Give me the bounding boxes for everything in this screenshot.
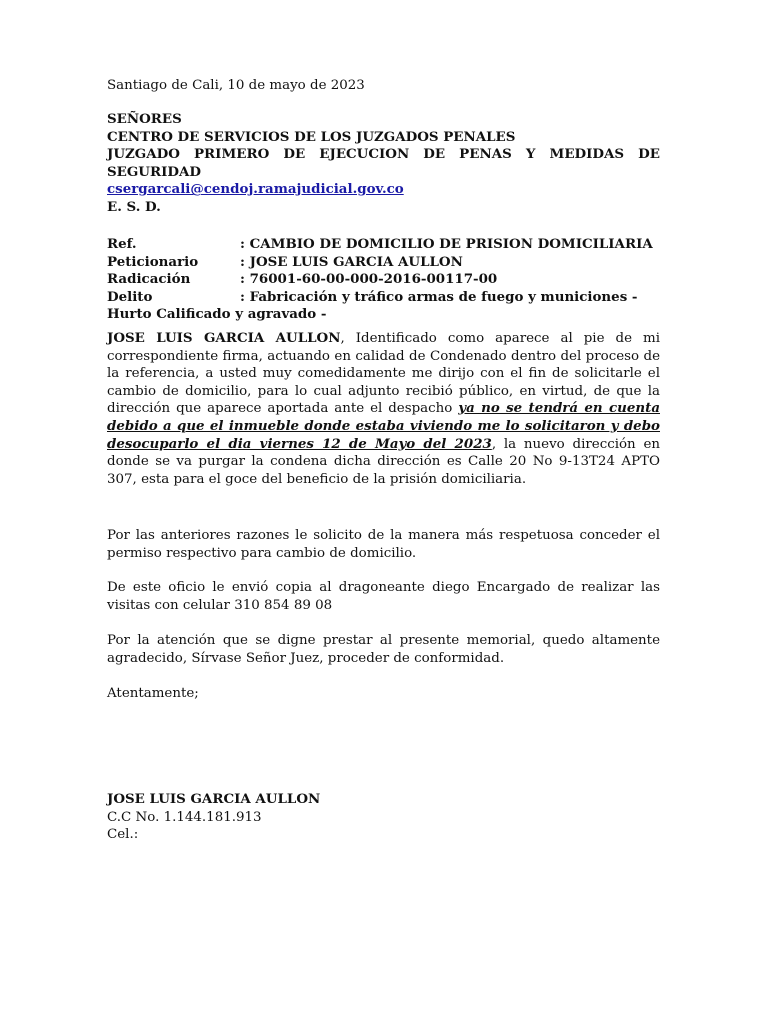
signature-id: C.C No. 1.144.181.913 — [107, 809, 262, 825]
recipient-block — [107, 111, 660, 217]
paragraph-2: Por las anteriores razones le solicito de la manera más respetuosa conceder el permiso respectivo para cambio de domicilio. — [107, 528, 660, 561]
delito-value: : Fabricación y tráfico armas de fuego y municiones - — [240, 288, 638, 305]
delito-row — [107, 289, 660, 307]
salutation: SEÑORES — [107, 111, 182, 127]
email-link[interactable]: csergarcali@cendoj.ramajudicial.gov.co — [107, 181, 404, 198]
delito-continuation: Hurto Calificado y agravado - — [107, 306, 327, 323]
recipient-email[interactable] — [107, 181, 660, 199]
signature-name: JOSE LUIS GARCIA AULLON — [107, 791, 321, 807]
ref-label: Ref. — [107, 236, 137, 252]
peticionario-row — [107, 254, 660, 272]
p1-text-a: , Identificado como aparece al pie de mi correspondiente firma, actuando en calidad de Condenado dentro del proceso de la referencia, a usted muy comedidamente me dirijo con el fin de solicitarle el cambio de domicilio, para lo cual adjunto recibió público, en virtud, de que la dirección que aparece aportada ante el despacho — [107, 331, 660, 417]
recipient-line-1: CENTRO DE SERVICIOS DE LOS JUZGADOS PENALES — [107, 128, 516, 145]
ref-row — [107, 236, 660, 254]
reference-block — [107, 236, 660, 324]
recipient-line-2a: JUZGADO PRIMERO DE EJECUCION DE PENAS Y MEDIDAS DE — [107, 146, 660, 163]
radicacion-value: : 76001-60-00-000-2016-00117-00 — [240, 271, 498, 288]
paragraph-1 — [107, 330, 660, 488]
closing: Atentamente; — [107, 686, 199, 701]
peticionario-value: : JOSE LUIS GARCIA AULLON — [240, 253, 463, 270]
radicacion-label: Radicación — [107, 271, 191, 288]
paragraph-4: Por la atención que se digne prestar al presente memorial, quedo altamente agradecido, Sírvase Señor Juez, proceder de conformidad. — [107, 633, 660, 666]
radicacion-row — [107, 271, 660, 289]
paragraph-3: De este oficio le envió copia al dragoneante diego Encargado de realizar las visitas con celular 310 854 89 08 — [107, 580, 660, 613]
delito-label: Delito — [107, 288, 153, 305]
p1-text-b: , la nuevo dirección en donde se va purgar la condena dicha dirección es Calle 20 No 9-13T24 APTO 307, esta para el goce del beneficio de la prisión domiciliaria. — [107, 436, 660, 487]
place-date: Santiago de Cali, 10 de mayo de 2023 — [107, 78, 365, 93]
esd: E. S. D. — [107, 198, 161, 215]
recipient-line-2b: SEGURIDAD — [107, 163, 201, 180]
peticionario-label: Peticionario — [107, 253, 199, 270]
p1-emphasis: ya no se tendrá en cuenta debido a que el inmueble donde estaba viviendo me lo solicitaron y debo desocuparlo el dia viernes 12 de Mayo del 2023 — [107, 400, 660, 452]
signature-block — [107, 791, 660, 844]
p1-name: JOSE LUIS GARCIA AULLON — [107, 330, 341, 346]
signature-cel: Cel.: — [107, 827, 139, 843]
ref-value: : CAMBIO DE DOMICILIO DE PRISION DOMICILIARIA — [240, 236, 653, 252]
